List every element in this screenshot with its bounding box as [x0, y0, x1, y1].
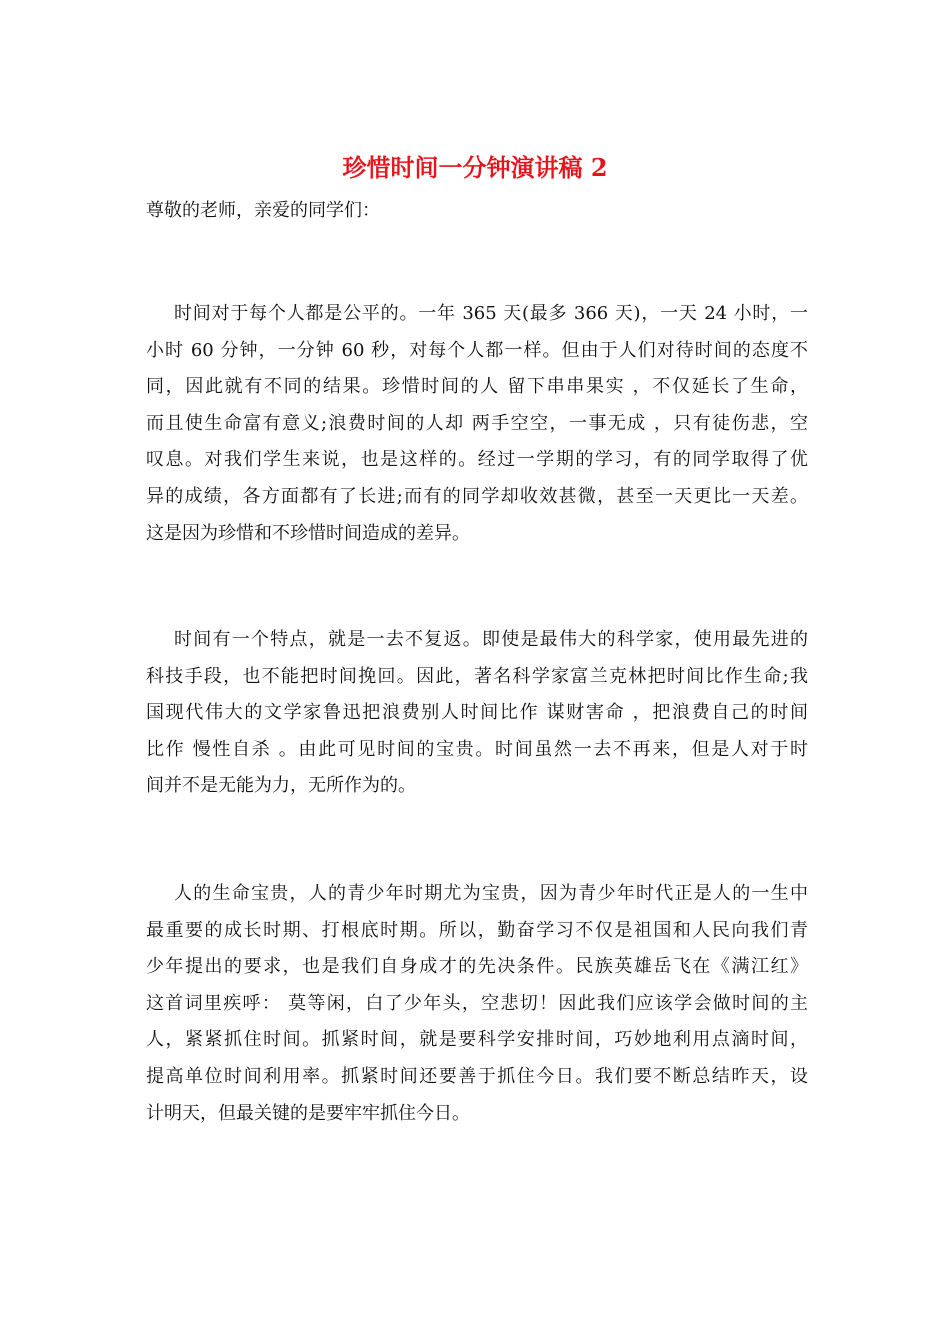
paragraph-line: 这是因为珍惜和不珍惜时间造成的差异。	[146, 522, 470, 544]
paragraph-line: 提高单位时间利用率。抓紧时间还要善于抓住今日。我们要不断总结昨天，设	[146, 1065, 808, 1087]
paragraph-line: 小时 60 分钟，一分钟 60 秒，对每个人都一样。但由于人们对待时间的态度不	[146, 339, 808, 361]
salutation: 尊敬的老师，亲爱的同学们：	[146, 200, 380, 221]
paragraph-line: 时间对于每个人都是公平的。一年 365 天(最多 366 天)，一天 24 小时，一	[174, 303, 808, 324]
paragraph-2	[146, 622, 808, 805]
paragraph-line: 比作 慢性自杀 。由此可见时间的宝贵。时间虽然一去不再来，但是人对于时	[146, 738, 808, 760]
paragraph-line: 最重要的成长时期、打根底时期。所以，勤奋学习不仅是祖国和人民向我们青	[146, 919, 808, 941]
paragraph-line: 这首词里疾呼： 莫等闲，白了少年头，空悲切！因此我们应该学会做时间的主	[146, 992, 808, 1014]
paragraph-line: 异的成绩，各方面都有了长进;而有的同学却收效甚微，甚至一天更比一天差。	[146, 485, 808, 507]
paragraph-line: 国现代伟大的文学家鲁迅把浪费别人时间比作 谋财害命 ，把浪费自己的时间	[146, 702, 808, 724]
paragraph-line: 而且使生命富有意义;浪费时间的人却 两手空空，一事无成 ，只有徒伤悲，空	[146, 412, 808, 434]
document-title: 珍惜时间一分钟演讲稿 2	[342, 153, 608, 182]
paragraph-line: 人的生命宝贵，人的青少年时期尤为宝贵，因为青少年时代正是人的一生中	[174, 883, 808, 904]
paragraph-line: 少年提出的要求，也是我们自身成才的先决条件。民族英雄岳飞在《满江红》	[146, 956, 808, 978]
paragraph-line: 计明天，但最关键的是要牢牢抓住今日。	[146, 1102, 470, 1124]
paragraph-line: 时间有一个特点，就是一去不复返。即使是最伟大的科学家，使用最先进的	[174, 629, 808, 650]
paragraph-line: 间并不是无能为力，无所作为的。	[146, 775, 416, 797]
paragraph-line: 科技手段，也不能把时间挽回。因此，著名科学家富兰克林把时间比作生命;我	[146, 665, 808, 687]
paragraph-line: 人，紧紧抓住时间。抓紧时间，就是要科学安排时间，巧妙地利用点滴时间，	[146, 1029, 808, 1051]
paragraph-3	[146, 876, 808, 1132]
paragraph-1	[146, 296, 808, 552]
paragraph-line: 同，因此就有不同的结果。珍惜时间的人 留下串串果实 ，不仅延长了生命，	[146, 376, 808, 398]
paragraph-line: 叹息。对我们学生来说，也是这样的。经过一学期的学习，有的同学取得了优	[146, 449, 808, 471]
